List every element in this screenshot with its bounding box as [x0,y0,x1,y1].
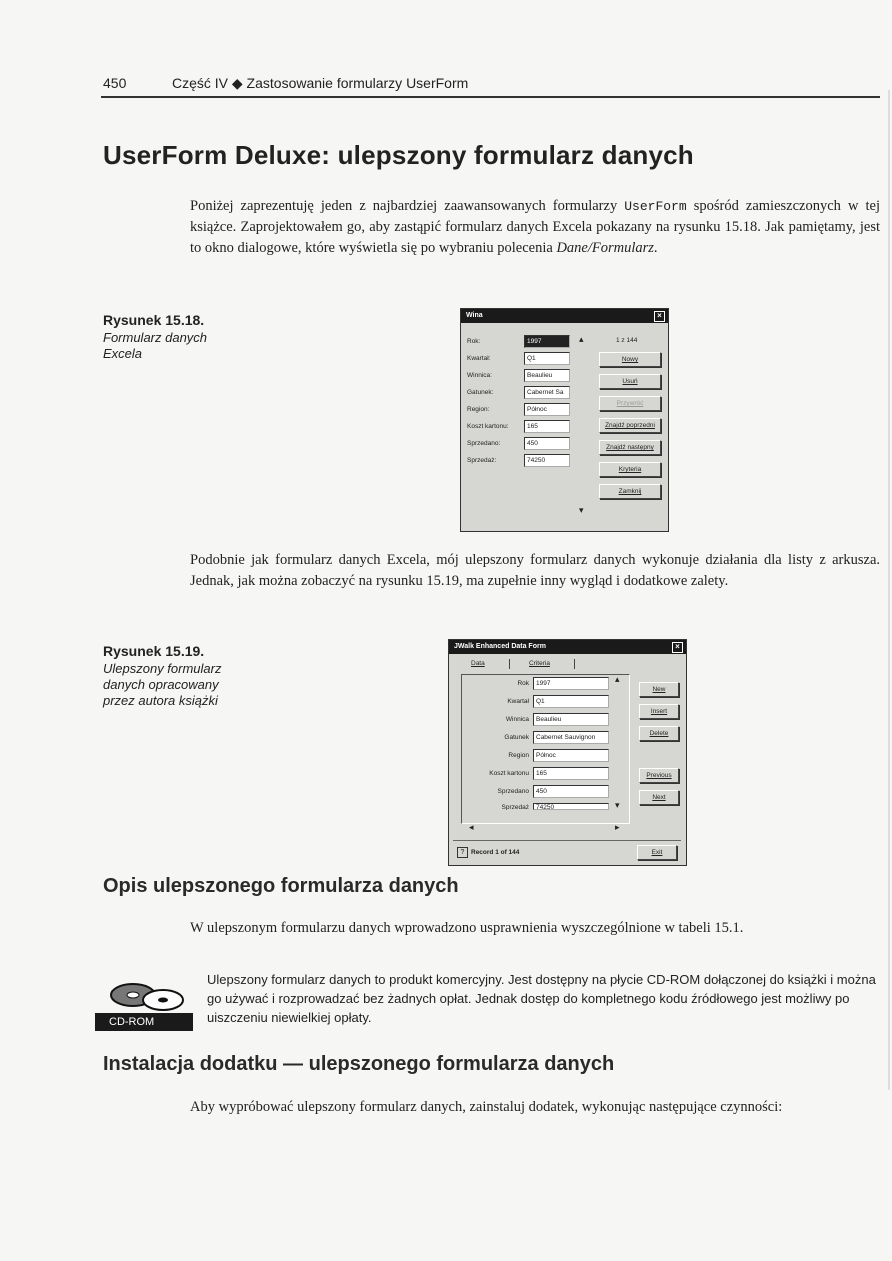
field-label: Winnica [505,716,529,723]
dialog-title: Wina [466,312,483,319]
field-label: Sprzedaż [501,804,529,810]
scroll-up-icon[interactable]: ▴ [615,674,620,684]
field-label: Gatunek: [467,389,494,396]
header-rule [101,96,880,98]
running-title: Część IV ◆ Zastosowanie formularzy UserForm [172,75,469,91]
intro-text-2: spośród zamieszczonych w tej książce. Zaprojektowałem go, aby zastąpić formularz danych Excela pokazany na rysunku 15.18. Jak pamiętamy, jest to okno dialogowe, które wyświetla się po wybraniu polecenia [190,198,880,256]
new-record-button[interactable]: New [639,682,679,697]
field-label: Kwartał: [467,355,491,362]
intro-code: UserForm [624,199,687,214]
criteria-button[interactable]: Kryteria [599,462,661,477]
field-label: Region [508,752,529,759]
scroll-down-icon[interactable]: ▾ [579,505,584,515]
field-label: Sprzedaż: [467,457,497,464]
cd-rom-icon [95,975,193,1031]
field-label: Sprzedano: [467,440,501,447]
field-input[interactable]: Północ [533,749,609,762]
field-label: Region: [467,406,490,413]
field-input[interactable]: Północ [524,403,570,416]
intro-paragraph [190,196,880,259]
field-input[interactable]: 165 [533,767,609,780]
figure2-caption [103,643,273,709]
subsection-title-installation: Instalacja dodatku — ulepszonego formularza danych [103,1053,615,1075]
tab-criteria[interactable]: Criteria [529,660,550,667]
previous-button[interactable]: Previous [639,768,679,783]
record-counter: 1 z 144 [616,337,638,344]
scroll-down-icon[interactable]: ▾ [615,800,620,810]
exit-button[interactable]: Exit [637,845,677,860]
field-label: Koszt kartonu: [467,423,509,430]
field-input[interactable]: Beaulieu [524,369,570,382]
delete-button[interactable]: Usuń [599,374,661,389]
intro-text-3: . [653,240,658,256]
section-title: UserForm Deluxe: ulepszony formularz danych [103,140,694,170]
close-icon[interactable]: × [672,642,683,653]
field-input[interactable]: Cabernet Sauvignon [533,731,609,744]
insert-button[interactable]: Insert [639,704,679,719]
dialog-title: JWalk Enhanced Data Form [454,643,546,650]
menu-path: Dane/Formularz [556,240,654,256]
figure1-caption [103,312,273,362]
field-input[interactable]: Q1 [533,695,609,708]
figure1-label: Rysunek 15.18. [103,312,205,328]
scroll-up-icon[interactable]: ▴ [579,334,584,344]
subsection-title-description: Opis ulepszonego formularza danych [103,875,459,897]
field-label: Winnica: [467,372,492,379]
scroll-right-icon[interactable]: ▸ [615,822,620,832]
figure2-caption-line-1: Ulepszony formularz [103,661,222,676]
field-input[interactable]: 450 [533,785,609,798]
figure2-label: Rysunek 15.19. [103,643,205,659]
field-label: Kwartał [507,698,529,705]
field-input[interactable]: Beaulieu [533,713,609,726]
figure1-caption-line-1: Formularz danych [103,330,208,345]
cd-rom-note: Ulepszony formularz danych to produkt komercyjny. Jest dostępny na płycie CD-ROM dołączonej do książki i można go używać i rozprowadzać bez żadnych opłat. Jednak dostęp do kompletnego kodu źródłowego jest możliwy po uiszczeniu niewielkiej opłaty. [207,972,876,1025]
close-icon[interactable]: × [654,311,665,322]
figure1-caption-line-2: Excela [103,346,143,361]
field-input[interactable]: 1997 [524,335,570,348]
cd-rom-label: CD-ROM [109,1016,155,1028]
field-label: Rok: [467,338,481,345]
help-icon[interactable]: ? [457,847,468,858]
field-input[interactable]: 1997 [533,677,609,690]
page-edge [888,90,890,1090]
new-button[interactable]: Nowy [599,352,661,367]
field-input[interactable]: 74250 [524,454,570,467]
find-next-button[interactable]: Znajdź następny [599,440,661,455]
status-bar-divider [453,840,681,841]
paragraph-4: Aby wypróbować ulepszony formularz danych, zainstaluj dodatek, wykonując następujące czynności: [190,1099,783,1115]
paragraph-3: W ulepszonym formularzu danych wprowadzono usprawnienia wyszczególnione w tabeli 15.1. [190,920,744,936]
field-label: Sprzedano [497,788,529,795]
field-input[interactable]: 450 [524,437,570,450]
tab-divider [509,659,510,669]
enhanced-data-form-dialog [448,639,687,866]
next-button[interactable]: Next [639,790,679,805]
intro-text-1: Poniżej zaprezentuję jeden z najbardziej zaawansowanych formularzy [190,198,625,214]
paragraph-2: Podobnie jak formularz danych Excela, mój ulepszony formularz danych wykonuje działania dla listy z arkusza. Jednak, jak można zobaczyć na rysunku 15.19, ma zupełnie inny wygląd i dodatkowe zalety. [190,552,880,589]
field-input[interactable]: 165 [524,420,570,433]
excel-data-form-dialog [460,308,669,532]
dialog-titlebar [449,640,686,654]
field-input[interactable]: Q1 [524,352,570,365]
record-status: Record 1 of 144 [471,849,520,856]
tab-data[interactable]: Data [471,660,485,667]
restore-button[interactable]: Przywróć [599,396,661,411]
field-input[interactable]: 74250 [533,803,609,810]
tab-divider [574,659,575,669]
field-label: Koszt kartonu [489,770,529,777]
find-prev-button[interactable]: Znajdź poprzedni [599,418,661,433]
close-button[interactable]: Zamknij [599,484,661,499]
scroll-left-icon[interactable]: ◂ [469,822,474,832]
page-number: 450 [103,75,127,91]
delete-record-button[interactable]: Delete [639,726,679,741]
field-input[interactable]: Cabernet Sa [524,386,570,399]
field-label: Rok [517,680,529,687]
field-label: Gatunek [504,734,529,741]
figure2-caption-line-2: danych opracowany [103,677,219,692]
dialog-titlebar [461,309,668,323]
figure2-caption-line-3: przez autora książki [103,693,218,708]
